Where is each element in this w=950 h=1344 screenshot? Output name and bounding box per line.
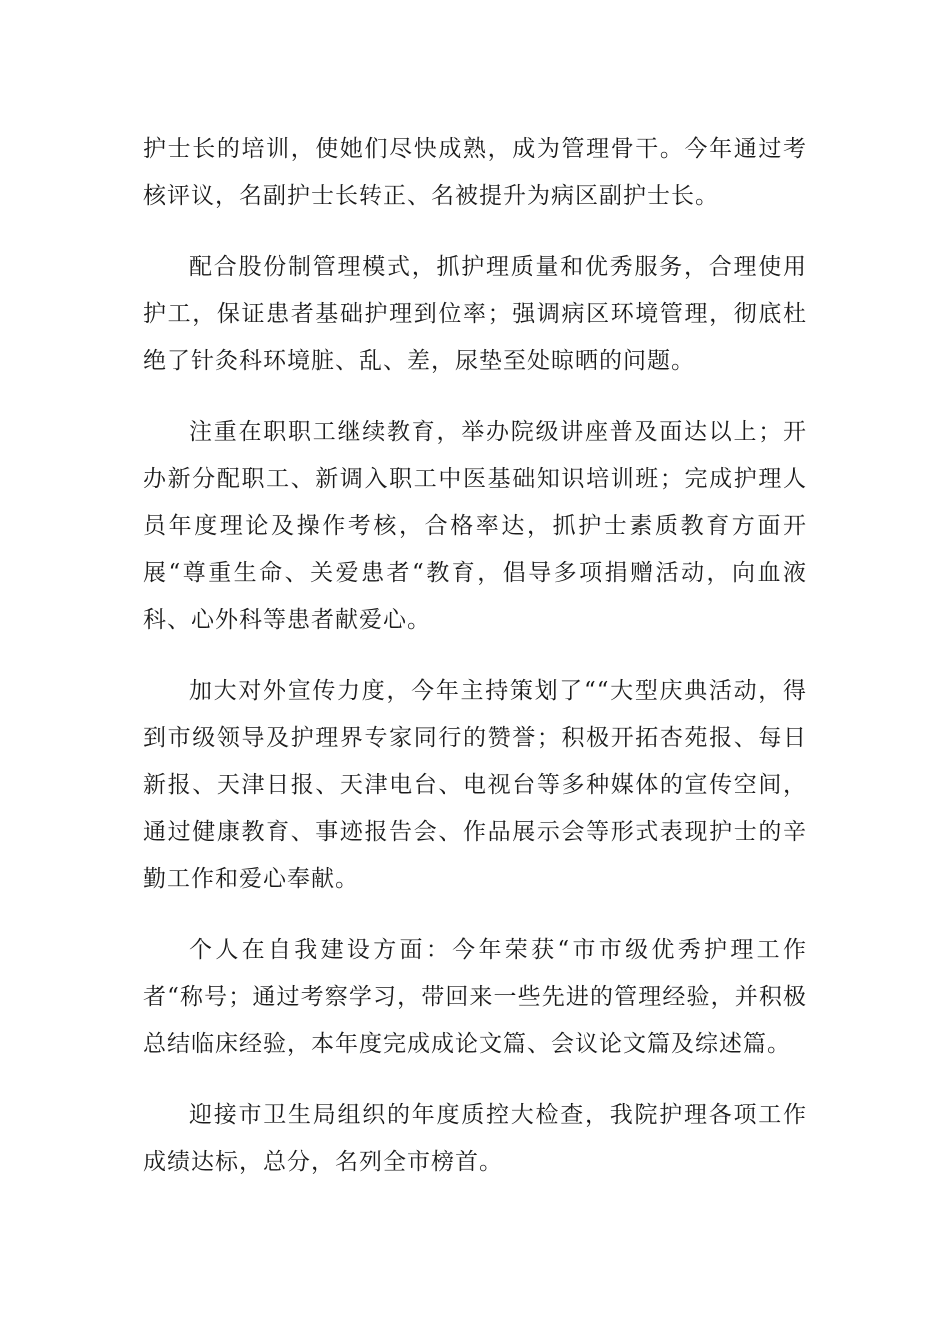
paragraph-5: 个人在自我建设方面：今年荣获“市市级优秀护理工作者“称号；通过考察学习，带回来一些先进的管理经验，并积极总结临床经验，本年度完成成论文篇、会议论文篇及综述篇。 — [143, 937, 807, 1057]
document-body — [143, 126, 807, 1210]
paragraph-2: 配合股份制管理模式，抓护理质量和优秀服务，合理使用护工，保证患者基础护理到位率；强调病区环境管理，彻底杜绝了针灸科环境脏、乱、差，尿垫至处晾晒的问题。 — [143, 254, 807, 374]
paragraph-4: 加大对外宣传力度，今年主持策划了““大型庆典活动，得到市级领导及护理界专家同行的赞誉；积极开拓杏苑报、每日新报、天津日报、天津电台、电视台等多种媒体的宣传空间，通过健康教育、事迹报告会、作品展示会等形式表现护士的辛勤工作和爱心奉献。 — [143, 678, 807, 892]
paragraph-3: 注重在职职工继续教育，举办院级讲座普及面达以上；开办新分配职工、新调入职工中医基础知识培训班；完成护理人员年度理论及操作考核，合格率达，抓护士素质教育方面开展“尊重生命、关爱患者“教育，倡导多项捐赠活动，向血液科、心外科等患者献爱心。 — [143, 419, 807, 633]
paragraph-1: 护士长的培训，使她们尽快成熟，成为管理骨干。今年通过考核评议，名副护士长转正、名被提升为病区副护士长。 — [143, 136, 807, 209]
paragraph-6: 迎接市卫生局组织的年度质控大检查，我院护理各项工作成绩达标，总分，名列全市榜首。 — [143, 1102, 807, 1175]
